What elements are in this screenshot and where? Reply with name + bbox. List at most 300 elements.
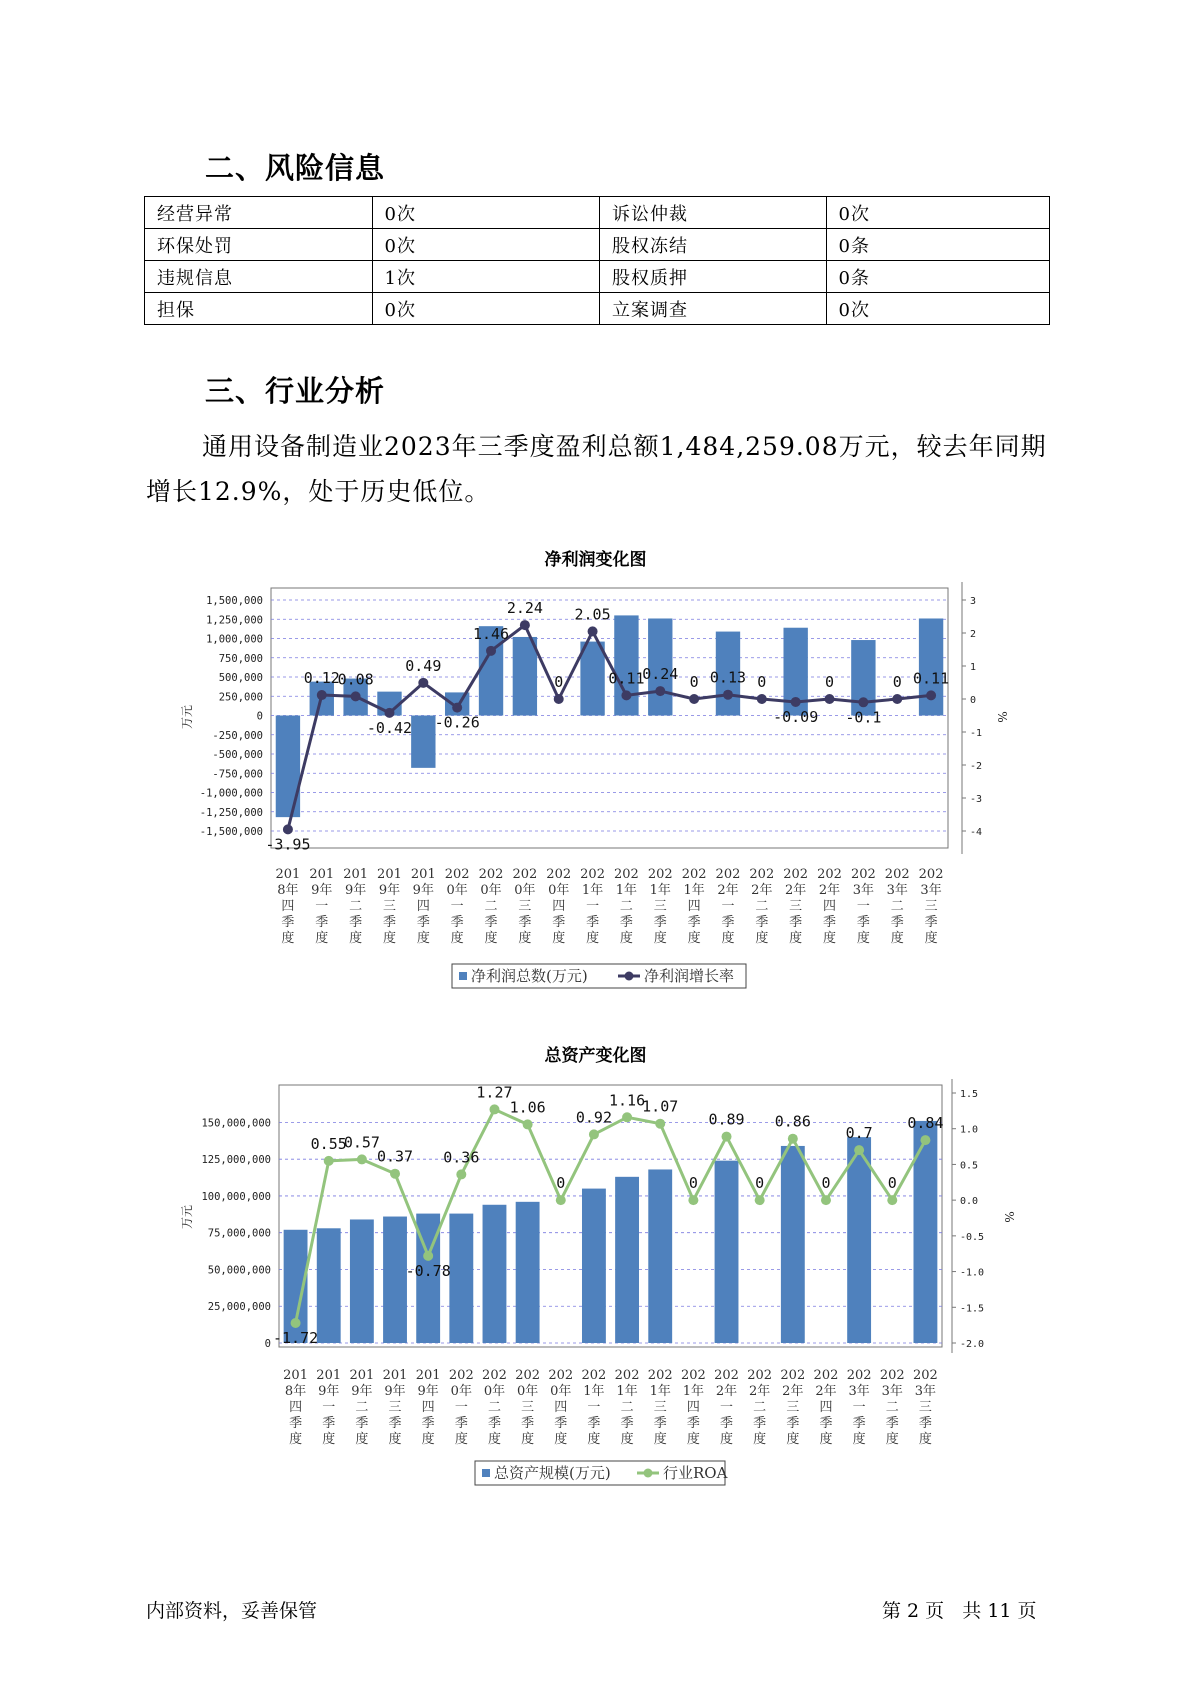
svg-text:度: 度 (521, 1432, 535, 1447)
svg-text:季: 季 (586, 915, 600, 930)
risk-item-count: 0次 (826, 197, 1050, 229)
svg-text:0年: 0年 (514, 883, 536, 898)
x-tick-label (682, 867, 707, 946)
svg-text:季: 季 (619, 915, 633, 930)
svg-text:季: 季 (484, 915, 498, 930)
data-point (920, 1135, 930, 1145)
y-tick-label: 50,000,000 (207, 1264, 271, 1277)
total-assets-chart (0, 1075, 1191, 1495)
chart-bar (383, 1217, 407, 1343)
data-label: 0.57 (343, 1133, 380, 1152)
risk-table-row (145, 197, 1050, 229)
data-point (423, 1251, 433, 1261)
x-tick-label (885, 867, 910, 946)
industry-analysis-paragraph: 通用设备制造业2023年三季度盈利总额1,484,259.08万元，较去年同期增长12.9%，处于历史低位。 (146, 432, 1047, 506)
data-label: 0 (892, 673, 902, 691)
x-tick-label (913, 1368, 938, 1447)
svg-text:度: 度 (619, 931, 633, 946)
data-label: 1.27 (476, 1083, 513, 1102)
svg-text:3年: 3年 (914, 1384, 937, 1399)
y-tick-label: -250,000 (212, 729, 263, 742)
data-point (489, 1104, 499, 1114)
chart-bar (847, 1137, 871, 1343)
y2-axis-title: % (995, 711, 1009, 723)
data-label: 0 (688, 1174, 698, 1193)
y-tick-label: 25,000,000 (207, 1301, 271, 1314)
svg-text:季: 季 (786, 1416, 800, 1431)
svg-text:度: 度 (587, 1432, 601, 1447)
net-profit-chart-title: 净利润变化图 (544, 550, 647, 570)
svg-text:2年: 2年 (782, 1384, 804, 1399)
svg-text:1年: 1年 (581, 883, 604, 898)
data-point (757, 694, 767, 704)
data-label: 1.07 (642, 1097, 679, 1116)
data-label: 0.08 (337, 670, 374, 689)
y2-tick-label: 2 (970, 629, 977, 640)
data-label: 0.24 (642, 665, 679, 684)
svg-text:3年: 3年 (852, 883, 875, 898)
svg-text:202: 202 (478, 867, 504, 882)
svg-text:2年: 2年 (785, 883, 807, 898)
svg-text:季: 季 (554, 1416, 568, 1431)
data-point (722, 1132, 732, 1142)
svg-text:季: 季 (281, 915, 295, 930)
chart-bar (919, 618, 943, 715)
chart-bar (582, 1189, 606, 1343)
svg-text:度: 度 (753, 1432, 767, 1447)
x-tick-label (847, 1368, 872, 1447)
svg-text:度: 度 (721, 931, 735, 946)
risk-item-label: 股权质押 (600, 261, 827, 293)
svg-text:季: 季 (521, 1416, 535, 1431)
section-title-industry: 三、行业分析 (205, 374, 386, 408)
y-tick-label: 250,000 (218, 691, 263, 704)
svg-text:度: 度 (720, 1432, 734, 1447)
x-tick-label (316, 1368, 341, 1447)
svg-text:202: 202 (614, 867, 639, 882)
svg-text:四: 四 (552, 899, 566, 914)
risk-item-label: 立案调查 (600, 293, 827, 325)
risk-table-row (145, 261, 1050, 293)
y2-tick-label: -1.5 (960, 1303, 985, 1315)
svg-text:202: 202 (747, 1368, 773, 1383)
x-tick-label (416, 1368, 441, 1447)
svg-text:度: 度 (918, 1432, 932, 1447)
svg-text:度: 度 (450, 931, 464, 946)
x-tick-label (283, 1368, 308, 1447)
svg-text:度: 度 (856, 931, 870, 946)
svg-text:季: 季 (322, 1416, 336, 1431)
svg-text:一: 一 (721, 899, 735, 914)
data-point (688, 1195, 698, 1205)
data-point (825, 694, 835, 704)
data-point (384, 708, 394, 718)
x-tick-label (880, 1368, 905, 1447)
svg-text:202: 202 (448, 1368, 474, 1383)
svg-text:季: 季 (421, 1416, 435, 1431)
svg-text:度: 度 (552, 931, 566, 946)
data-point (523, 1119, 533, 1129)
data-point (520, 620, 530, 630)
svg-text:202: 202 (580, 867, 605, 882)
legend-bar-label: 净利润总数(万元) (471, 967, 588, 985)
risk-item-label: 担保 (145, 293, 373, 325)
svg-text:季: 季 (890, 915, 904, 930)
data-point (788, 1134, 798, 1144)
y2-tick-label: 1.0 (960, 1124, 979, 1136)
risk-item-label: 诉讼仲裁 (600, 197, 827, 229)
svg-text:度: 度 (786, 1432, 800, 1447)
data-point (858, 697, 868, 707)
data-label: -1.72 (272, 1329, 319, 1347)
svg-text:一: 一 (315, 899, 329, 914)
data-label: 0 (757, 673, 767, 691)
svg-text:季: 季 (454, 1416, 468, 1431)
svg-text:二: 二 (885, 1400, 899, 1415)
svg-text:度: 度 (819, 1432, 833, 1447)
svg-text:0年: 0年 (548, 883, 570, 898)
svg-text:季: 季 (382, 915, 396, 930)
svg-text:一: 一 (852, 1400, 866, 1415)
legend-bar-swatch (482, 1469, 490, 1477)
svg-text:202: 202 (444, 867, 470, 882)
svg-text:201: 201 (275, 867, 301, 882)
x-tick-label (749, 867, 774, 946)
svg-text:度: 度 (289, 1432, 303, 1447)
data-label: 0.11 (608, 669, 645, 688)
svg-text:201: 201 (349, 1368, 375, 1383)
y-tick-label: 1,000,000 (206, 633, 263, 646)
data-label: 0 (556, 1174, 566, 1193)
svg-text:度: 度 (487, 1432, 501, 1447)
x-tick-label (479, 867, 504, 946)
x-tick-label (546, 867, 571, 946)
y2-tick-label: 1 (970, 662, 977, 673)
svg-text:度: 度 (890, 931, 904, 946)
risk-table-row (145, 293, 1050, 325)
data-point (390, 1169, 400, 1179)
svg-text:季: 季 (349, 915, 363, 930)
data-point (291, 1318, 301, 1328)
svg-text:季: 季 (753, 1416, 767, 1431)
svg-text:202: 202 (817, 867, 842, 882)
data-point (588, 626, 598, 636)
y2-tick-label: 0 (970, 695, 977, 706)
x-tick-label (349, 1368, 374, 1447)
x-tick-label (383, 1368, 408, 1447)
svg-text:季: 季 (552, 915, 566, 930)
x-tick-label (851, 867, 876, 946)
svg-text:202: 202 (715, 867, 741, 882)
y-tick-label: 100,000,000 (201, 1190, 271, 1203)
svg-text:度: 度 (823, 931, 837, 946)
svg-text:3年: 3年 (920, 883, 942, 898)
data-point (887, 1195, 897, 1205)
y-tick-label: 0 (264, 1338, 271, 1350)
data-label: 0.37 (376, 1147, 414, 1166)
y2-tick-label: -3 (970, 794, 983, 805)
net-profit-chart (0, 580, 1191, 1025)
svg-text:1年: 1年 (616, 1384, 638, 1399)
data-label: -0.42 (366, 718, 413, 737)
svg-text:0年: 0年 (450, 1384, 472, 1399)
data-label: 0.92 (575, 1108, 612, 1127)
svg-text:202: 202 (913, 1368, 938, 1383)
x-tick-label (309, 867, 334, 946)
svg-text:9年: 9年 (417, 1384, 439, 1399)
svg-text:8年: 8年 (277, 883, 299, 898)
data-label: 0 (825, 673, 835, 691)
legend-line-label: 行业ROA (663, 1464, 728, 1482)
chart-bar (276, 716, 300, 818)
risk-item-count: 0条 (826, 261, 1050, 293)
y2-tick-label: 1.5 (960, 1089, 979, 1100)
y-tick-label: -1,250,000 (199, 806, 263, 819)
svg-text:9年: 9年 (351, 1384, 373, 1399)
svg-text:度: 度 (687, 931, 701, 946)
svg-text:三: 三 (653, 1400, 667, 1415)
data-point (655, 1119, 665, 1129)
svg-text:度: 度 (421, 1432, 435, 1447)
y-tick-label: 500,000 (218, 672, 263, 684)
y2-tick-label: -2 (970, 761, 983, 772)
svg-text:201: 201 (382, 1368, 408, 1383)
x-tick-label (919, 867, 944, 946)
x-tick-label (747, 1368, 772, 1447)
data-label: -0.78 (405, 1261, 451, 1280)
x-tick-label (548, 1368, 573, 1447)
y2-tick-label: -1.0 (960, 1267, 985, 1279)
svg-text:201: 201 (309, 867, 335, 882)
data-label: -0.09 (773, 707, 819, 726)
chart-bar (350, 1219, 374, 1343)
svg-text:0年: 0年 (483, 1384, 506, 1399)
data-point (791, 697, 801, 707)
svg-text:2年: 2年 (715, 1384, 738, 1399)
data-point (821, 1195, 831, 1205)
svg-text:季: 季 (653, 1416, 667, 1431)
svg-text:四: 四 (281, 899, 295, 914)
svg-text:度: 度 (885, 1432, 899, 1447)
data-point (589, 1129, 599, 1139)
svg-text:三: 三 (518, 899, 532, 914)
svg-text:度: 度 (686, 1432, 700, 1447)
y2-tick-label: 0.5 (960, 1160, 979, 1172)
data-label: 0.89 (708, 1110, 745, 1129)
svg-text:201: 201 (377, 867, 402, 882)
y-axis-title: 万元 (180, 1204, 194, 1230)
svg-text:四: 四 (289, 1400, 303, 1415)
x-tick-label (445, 867, 470, 946)
data-point (926, 690, 936, 700)
data-point (892, 694, 902, 704)
svg-text:1年: 1年 (649, 1384, 671, 1399)
legend-line-label: 净利润增长率 (644, 967, 735, 985)
risk-item-label: 股权冻结 (600, 229, 827, 261)
risk-item-label: 环保处罚 (145, 229, 373, 261)
data-label: 2.05 (574, 605, 611, 624)
y2-tick-label: -0.5 (960, 1231, 985, 1243)
svg-text:202: 202 (749, 867, 775, 882)
data-label: 0.49 (405, 656, 442, 675)
data-point (556, 1195, 566, 1205)
data-label: -0.1 (845, 708, 882, 727)
x-tick-label (482, 1368, 507, 1447)
svg-text:2年: 2年 (749, 1384, 771, 1399)
svg-text:度: 度 (454, 1432, 468, 1447)
y-tick-label: 1,250,000 (206, 614, 263, 627)
svg-text:度: 度 (484, 931, 498, 946)
svg-text:二: 二 (753, 1400, 767, 1415)
svg-text:一: 一 (586, 899, 600, 914)
svg-text:四: 四 (823, 899, 837, 914)
data-label: 1.16 (609, 1091, 646, 1110)
svg-text:一: 一 (587, 1400, 601, 1415)
data-point (723, 690, 733, 700)
svg-text:201: 201 (316, 1368, 342, 1383)
svg-text:度: 度 (554, 1432, 568, 1447)
svg-text:2年: 2年 (818, 883, 841, 898)
svg-text:度: 度 (852, 1432, 866, 1447)
chart-bar (614, 615, 638, 715)
svg-text:202: 202 (546, 867, 572, 882)
svg-text:季: 季 (823, 915, 837, 930)
svg-text:202: 202 (813, 1368, 839, 1383)
svg-text:度: 度 (620, 1432, 634, 1447)
x-tick-label (648, 867, 673, 946)
svg-text:三: 三 (789, 899, 803, 914)
svg-text:2年: 2年 (717, 883, 739, 898)
data-point (283, 824, 293, 834)
svg-text:季: 季 (620, 1416, 634, 1431)
svg-text:202: 202 (918, 867, 944, 882)
y-tick-label: 750,000 (218, 652, 263, 665)
svg-text:二: 二 (619, 899, 633, 914)
y-tick-label: 0 (256, 710, 263, 723)
svg-text:3年: 3年 (881, 1384, 903, 1399)
footer-confidential-note: 内部资料，妥善保管 (146, 1600, 318, 1622)
data-point (755, 1195, 765, 1205)
svg-text:度: 度 (755, 931, 769, 946)
data-point (324, 1156, 334, 1166)
svg-text:季: 季 (687, 915, 701, 930)
svg-text:季: 季 (720, 1416, 734, 1431)
svg-text:202: 202 (581, 1368, 607, 1383)
svg-text:202: 202 (884, 867, 910, 882)
chart-bar (483, 1205, 507, 1343)
svg-text:季: 季 (755, 915, 769, 930)
legend-bar-label: 总资产规模(万元) (494, 1464, 611, 1482)
svg-text:201: 201 (410, 867, 436, 882)
x-tick-label (449, 1368, 474, 1447)
svg-text:9年: 9年 (344, 883, 367, 898)
x-tick-label (582, 1368, 607, 1447)
data-label: 0 (554, 673, 564, 691)
y2-tick-label: 3 (970, 596, 977, 607)
svg-text:四: 四 (819, 1400, 833, 1415)
data-label: 0.86 (774, 1112, 811, 1131)
svg-text:0年: 0年 (516, 1384, 539, 1399)
svg-text:8年: 8年 (284, 1384, 307, 1399)
x-tick-label (716, 867, 741, 946)
svg-text:度: 度 (355, 1432, 369, 1447)
legend-line-marker (625, 972, 634, 981)
svg-text:202: 202 (548, 1368, 574, 1383)
svg-text:二: 二 (755, 899, 769, 914)
x-tick-label (343, 867, 368, 946)
risk-table-row (145, 229, 1050, 261)
risk-item-label: 经营异常 (145, 197, 373, 229)
chart-bar (513, 637, 537, 716)
svg-text:1年: 1年 (682, 1384, 705, 1399)
x-tick-label (780, 1368, 805, 1447)
svg-text:季: 季 (721, 915, 735, 930)
svg-text:9年: 9年 (378, 883, 401, 898)
svg-text:202: 202 (850, 867, 876, 882)
data-label: 1.06 (509, 1098, 546, 1117)
chart-bar (615, 1177, 639, 1343)
y2-tick-label: -2.0 (960, 1339, 985, 1350)
svg-text:9年: 9年 (412, 883, 434, 898)
data-point (689, 694, 699, 704)
svg-text:202: 202 (512, 867, 538, 882)
svg-text:季: 季 (355, 1416, 369, 1431)
svg-text:度: 度 (315, 931, 329, 946)
svg-text:202: 202 (515, 1368, 541, 1383)
legend-line-marker (644, 1469, 653, 1478)
svg-text:度: 度 (281, 931, 295, 946)
x-tick-label (512, 867, 537, 946)
data-point (622, 1112, 632, 1122)
data-label: 0.11 (913, 669, 950, 688)
chart-bar (317, 1228, 341, 1343)
svg-text:201: 201 (415, 1368, 441, 1383)
svg-text:一: 一 (450, 899, 464, 914)
data-label: 0.12 (303, 669, 340, 688)
y-tick-label: -500,000 (212, 749, 263, 761)
data-label: 2.24 (506, 599, 543, 618)
chart-bar (715, 1161, 739, 1343)
svg-text:季: 季 (924, 915, 938, 930)
x-tick-label (814, 1368, 839, 1447)
svg-text:四: 四 (554, 1400, 568, 1415)
svg-text:季: 季 (653, 915, 667, 930)
svg-text:度: 度 (416, 931, 430, 946)
y-tick-label: -1,500,000 (199, 826, 263, 838)
svg-text:二: 二 (355, 1400, 369, 1415)
footer-page-number: 第 2 页 共 11 页 (882, 1600, 1037, 1622)
y-tick-label: -750,000 (212, 768, 263, 781)
svg-text:四: 四 (416, 899, 430, 914)
risk-info-table (144, 196, 1050, 325)
chart-bar (781, 1146, 805, 1343)
svg-text:202: 202 (879, 1368, 905, 1383)
data-point (486, 646, 496, 656)
svg-text:二: 二 (484, 899, 498, 914)
risk-item-count: 0次 (372, 229, 600, 261)
risk-item-label: 违规信息 (145, 261, 373, 293)
svg-text:三: 三 (924, 899, 938, 914)
data-point (452, 703, 462, 713)
svg-text:202: 202 (482, 1368, 507, 1383)
svg-text:一: 一 (720, 1400, 734, 1415)
y2-tick-label: -1 (970, 728, 983, 739)
svg-text:季: 季 (819, 1416, 833, 1431)
svg-text:3年: 3年 (886, 883, 908, 898)
svg-text:一: 一 (454, 1400, 468, 1415)
data-point (317, 690, 327, 700)
svg-text:季: 季 (686, 1416, 700, 1431)
